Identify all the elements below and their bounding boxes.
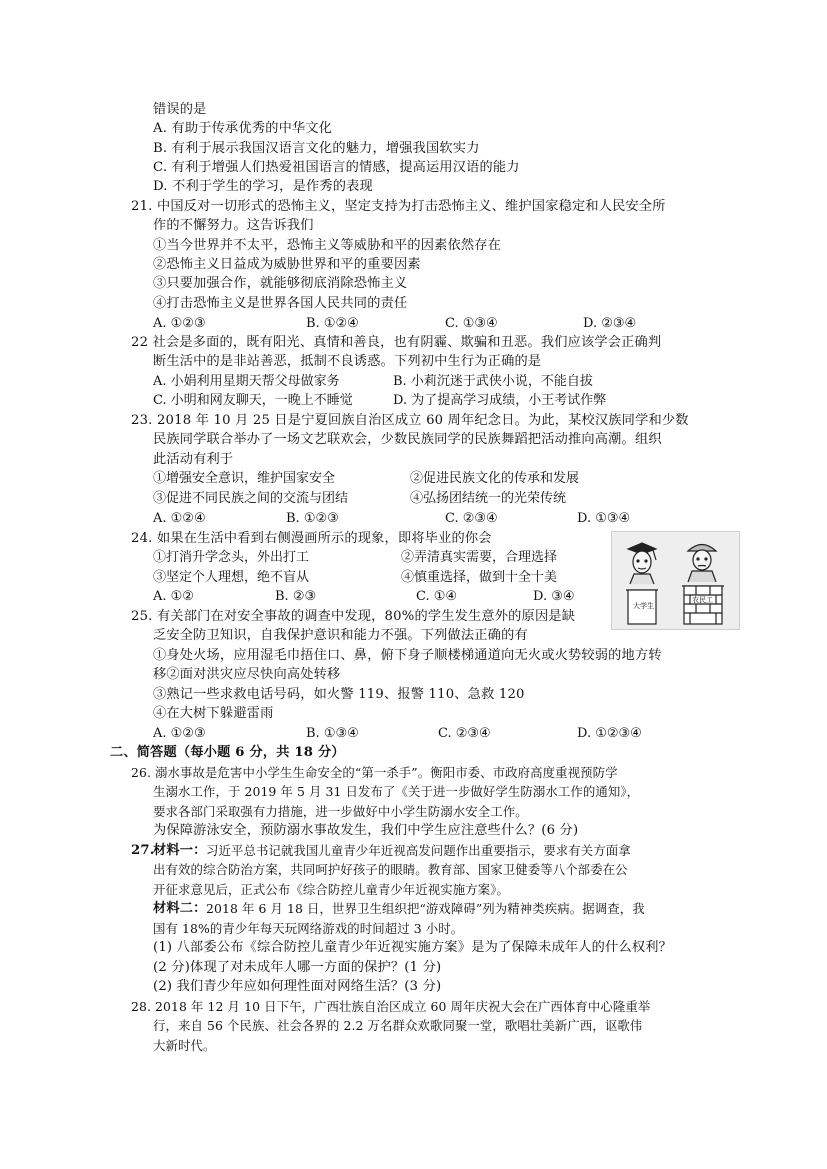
question-23-option-b: B. ①②③ [286,511,339,526]
option-d: D. 不利于学生的学习，是作秀的表现 [153,179,373,194]
question-22-stem: 22 社会是多面的，既有阳光、真情和善良，也有阴霾、欺骗和丑恶。我们应该学会正确判 [131,335,662,350]
section-heading: 二、简答题（每小题 6 分，共 18 分） [110,745,345,760]
cartoon-svg [612,532,739,629]
question-28-stem-cont2: 大新时代。 [153,1038,216,1053]
question-25-item-3: ③熟记一些求救电话号码，如火警 119、报警 110、急救 120 [153,687,525,702]
question-21-stem-cont: 作的不懈努力。这告诉我们 [153,218,314,233]
question-23-option-c: C. ②③④ [445,511,498,526]
question-23-item-3: ③促进不同民族之间的交流与团结 [153,491,349,506]
question-stem-text: 错误的是 [153,102,207,117]
question-24-option-d: D. ③④ [533,589,575,604]
question-25-item-4: ④在大树下躲避雷雨 [153,706,274,721]
question-27-number: 27. [131,843,155,858]
question-28-stem-cont: 行，来自 56 个民族、社会各界的 2.2 万名群众欢歌同聚一堂，歌唱壮美新广西，讴歌伟 [153,1018,643,1033]
cartoon-left-sign: 大学生 [633,602,654,610]
cartoon-illustration [611,531,740,630]
question-22-option-d: D. 为了提高学习成绩，小王考试作弊 [393,393,607,408]
question-23-option-a: A. ①②④ [153,511,206,526]
question-24-stem: 24. 如果在生活中看到右侧漫画所示的现象，即将毕业的你会 [131,531,492,546]
material-1-text-cont: 出有效的综合防治方案，共同呵护好孩子的眼睛。教育部、国家卫健委等八个部委在公 [153,862,628,877]
question-23-item-2: ②促进民族文化的传承和发展 [410,471,580,486]
option-b: B. 有利于展示我国汉语言文化的魅力，增强我国软实力 [153,141,480,156]
question-21-option-b: B. ①②④ [306,316,359,331]
question-24-item-4: ④慎重选择，做到十全十美 [401,570,558,585]
question-27-sub-2: (2) 我们青少年应如何理性面对网络生活？(3 分) [153,979,442,994]
question-21-item-4: ④打击恐怖主义是世界各国人民共同的责任 [153,296,408,311]
question-25-stem-cont: 乏安全防卫知识，自我保护意识和能力不强。下列做法正确的有 [153,628,528,643]
option-c: C. 有利于增强人们热爱祖国语言的情感，提高运用汉语的能力 [153,160,520,175]
material-2-text-cont: 国有 18%的青少年每天玩网络游戏的时间超过 3 小时。 [153,921,464,936]
question-24-item-3: ③坚定个人理想，绝不盲从 [153,570,310,585]
question-25-item-1: ①身处火场，应用湿毛巾捂住口、鼻，俯下身子顺楼梯通道向无火或火势较弱的地方转 [153,648,662,663]
question-26-ask: 为保障游泳安全，预防溺水事故发生，我们中学生应注意些什么？(6 分) [153,823,579,838]
question-25-option-c: C. ②③④ [438,726,491,741]
material-1-text-cont2: 开征求意见后，正式公布《综合防控儿童青少年近视实施方案》。 [153,882,510,897]
question-26-stem-cont2: 要求各部门采取强有力措施，进一步做好中小学生防溺水安全工作。 [153,804,528,819]
material-2-text: 2018 年 6 月 18 日，世界卫生组织把“游戏障碍”列为精神类疾病。据调查，我 [206,901,645,916]
question-25-item-1-cont: 移②面对洪灾应尽快向高处转移 [153,667,341,682]
question-21-item-3: ③只要加强合作，就能够彻底消除恐怖主义 [153,276,408,291]
question-21-option-a: A. ①②③ [153,316,206,331]
question-25-option-a: A. ①②③ [153,726,206,741]
question-23-stem-cont: 民族同学联合举办了一场文艺联欢会，少数民族同学的民族舞蹈把活动推向高潮。组织 [153,432,662,447]
question-27-sub-1-cont: (2 分)体现了对未成年人哪一方面的保护？(1 分) [153,960,442,975]
question-24-option-b: B. ②③ [275,589,317,604]
question-24-item-1: ①打消升学念头，外出打工 [153,550,310,565]
question-28-stem: 28. 2018 年 12 月 10 日下午，广西壮族自治区成立 60 周年庆祝大会在广西体育中心隆重举 [131,999,651,1014]
question-22-option-b: B. 小莉沉迷于武侠小说，不能自拔 [393,374,593,389]
question-23-option-d: D. ①③④ [577,511,631,526]
question-26-stem: 26. 溺水事故是危害中小学生生命安全的“第一杀手”。衡阳市委、市政府高度重视预防学 [131,765,618,780]
cartoon-right-sign: 农民工 [692,596,713,604]
question-21-option-d: D. ②③④ [583,316,637,331]
question-23-item-1: ①增强安全意识，维护国家安全 [153,471,336,486]
question-25-option-b: B. ①③④ [306,726,359,741]
question-21-item-2: ②恐怖主义日益成为威胁世界和平的重要因素 [153,257,421,272]
question-24-option-a: A. ①② [153,589,194,604]
question-22-option-c: C. 小明和网友聊天，一晚上不睡觉 [153,393,353,408]
question-23-stem: 23. 2018 年 10 月 25 日是宁夏回族自治区成立 60 周年纪念日。为此，某校汉族同学和少数 [131,413,689,428]
question-21-item-1: ①当今世界并不太平，恐怖主义等威胁和平的因素依然存在 [153,238,502,253]
option-a: A. 有助于传承优秀的中华文化 [153,121,333,136]
material-1-text: 习近平总书记就我国儿童青少年近视高发问题作出重要指示，要求有关方面拿 [206,843,631,858]
question-23-stem-cont2: 此活动有利于 [153,452,234,467]
question-21-stem: 21. 中国反对一切形式的恐怖主义，坚定支持为打击恐怖主义、维护国家稳定和人民安全所 [131,199,666,214]
question-22-stem-cont: 断生活中的是非站善恶，抵制不良诱惑。下列初中生行为正确的是 [153,354,542,369]
question-24-option-c: C. ①④ [416,589,458,604]
question-21-option-c: C. ①③④ [445,316,498,331]
question-25-option-d: D. ①②③④ [577,726,642,741]
question-24-item-2: ②弄清真实需要，合理选择 [401,550,558,565]
question-25-stem: 25. 有关部门在对安全事故的调查中发现，80%的学生发生意外的原因是缺 [131,609,576,624]
question-22-option-a: A. 小娟利用星期天帮父母做家务 [153,374,340,389]
question-23-item-4: ④弘扬团结统一的光荣传统 [410,491,567,506]
material-2-label: 材料二： [153,901,207,916]
question-27-sub-1: (1) 八部委公布《综合防控儿童青少年近视实施方案》是为了保障未成年人的什么权利？ [153,940,673,955]
material-1-label: 材料一： [153,843,207,858]
question-26-stem-cont: 生溺水工作，于 2019 年 5 月 31 日发布了《关于进一步做好学生防溺水工作的通知》， [153,784,640,799]
